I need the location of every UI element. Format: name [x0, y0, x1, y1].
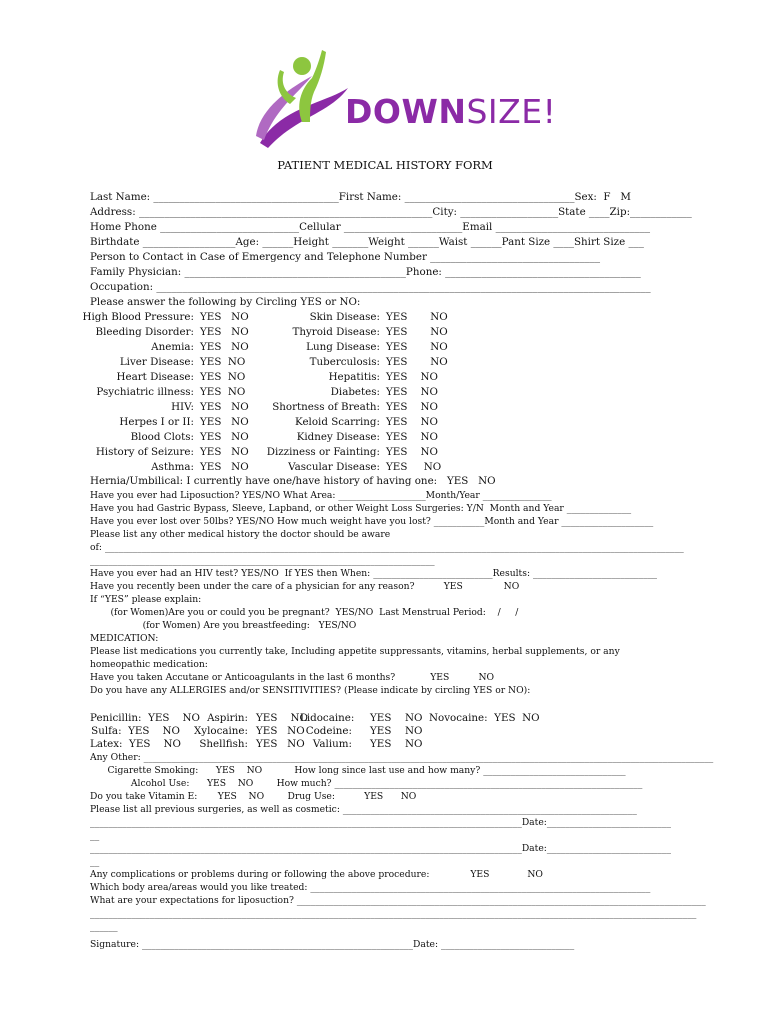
- occupation-line[interactable]: Occupation: ________________________________________________________________________________________________: [90, 281, 651, 293]
- condition-yes-no[interactable]: YES NO: [386, 416, 438, 428]
- logo-down: DOWN: [345, 92, 467, 131]
- logo-figure-icon: [250, 48, 350, 152]
- condition-label: Anemia:: [151, 341, 194, 353]
- medication-instructions-2: homeopathic medication:: [90, 659, 208, 670]
- condition-yes-no[interactable]: YES NO: [200, 431, 249, 443]
- condition-label: Dizziness or Fainting:: [266, 446, 380, 458]
- condition-label: Blood Clots:: [130, 431, 194, 443]
- condition-yes-no[interactable]: YES NO: [200, 341, 249, 353]
- name-sex-line[interactable]: Last Name: ____________________________________First Name: _________________________________Sex: F M: [90, 191, 631, 203]
- expectations-line-2[interactable]: ____________________________________________________________________________________________________________________________________: [90, 908, 697, 919]
- birthdate-measurements-line[interactable]: Birthdate __________________Age: ______Height _______Weight ______Waist ______Pant Size ____Shirt Size ___: [90, 236, 644, 248]
- condition-yes-no[interactable]: YES NO: [386, 386, 438, 398]
- condition-label: Shortness of Breath:: [272, 401, 380, 413]
- allergy-item[interactable]: Xylocaine:: [193, 725, 248, 737]
- condition-label: Bleeding Disorder:: [95, 326, 194, 338]
- surgery-line-2[interactable]: ______________________________________________________________________________________________Date:___________________________: [90, 843, 671, 854]
- other-history-field[interactable]: of: ______________________________________________________________________________________________________________________________: [90, 542, 684, 553]
- condition-yes-no[interactable]: YES NO: [200, 326, 249, 338]
- condition-label: Skin Disease:: [309, 311, 380, 323]
- medication-heading: MEDICATION:: [90, 633, 159, 644]
- allergy-item[interactable]: Valium:: [312, 738, 352, 750]
- condition-yes-no[interactable]: YES NO: [200, 371, 246, 383]
- condition-yes-no[interactable]: YES NO: [200, 311, 249, 323]
- other-history-field-2[interactable]: ___________________________________________________________________________: [90, 555, 435, 566]
- condition-yes-no[interactable]: YES NO: [386, 401, 438, 413]
- hiv-test-line[interactable]: Have you ever had an HIV test? YES/NO If YES then When: __________________________Results: ___________________________: [90, 568, 658, 579]
- condition-yes-no[interactable]: YES NO: [200, 386, 246, 398]
- breastfeeding-line[interactable]: (for Women) Are you breastfeeding: YES/NO: [90, 620, 357, 631]
- surgery-line-1-cont[interactable]: __: [90, 830, 100, 841]
- allergy-yes-no[interactable]: YES: [370, 712, 392, 724]
- condition-yes-no[interactable]: YES NO: [386, 311, 448, 323]
- condition-label: Psychiatric illness:: [96, 386, 194, 398]
- allergy-item[interactable]: Penicillin: YES NO: [90, 712, 200, 724]
- condition-label: Keloid Scarring:: [295, 416, 380, 428]
- form-title: PATIENT MEDICAL HISTORY FORM: [277, 158, 493, 172]
- condition-yes-no[interactable]: YES NO: [200, 446, 249, 458]
- condition-yes-no[interactable]: YES NO: [200, 416, 249, 428]
- circle-instructions: Please answer the following by Circling YES or NO:: [90, 296, 361, 308]
- surgeries-label[interactable]: Please list all previous surgeries, as well as cosmetic: ________________________________________________________________: [90, 804, 637, 815]
- expectations-line-3[interactable]: ______: [90, 921, 118, 932]
- accutane-line[interactable]: Have you taken Accutane or Anticoagulants in the last 6 months? YES NO: [90, 672, 495, 683]
- condition-label: Asthma:: [151, 461, 194, 473]
- condition-yes-no[interactable]: YES NO: [386, 341, 448, 353]
- allergy-item[interactable]: Codeine:: [305, 725, 352, 737]
- condition-label: Lung Disease:: [306, 341, 380, 353]
- condition-yes-no[interactable]: YES NO: [386, 461, 442, 473]
- hernia-line[interactable]: Hernia/Umbilical: I currently have one/have history of having one: YES NO: [90, 475, 496, 487]
- allergy-item[interactable]: NO Novocaine: YES NO: [405, 712, 540, 724]
- logo-wordmark: [345, 92, 556, 131]
- allergy-yes-no[interactable]: YES: [370, 738, 392, 750]
- liposuction-line[interactable]: Have you ever had Liposuction? YES/NO What Area: ___________________Month/Year _______________: [90, 490, 552, 501]
- logo-size: SIZE!: [466, 92, 557, 131]
- pregnant-line[interactable]: (for Women)Are you or could you be pregnant? YES/NO Last Menstrual Period: / /: [90, 607, 519, 618]
- gastric-line[interactable]: Have you had Gastric Bypass, Sleeve, Lapband, or other Weight Loss Surgeries: Y/N Month and Year ______________: [90, 503, 632, 514]
- condition-yes-no[interactable]: YES NO: [200, 356, 246, 368]
- vitamin-drug-line[interactable]: Do you take Vitamin E: YES NO Drug Use: YES NO: [90, 791, 417, 802]
- condition-yes-no[interactable]: YES NO: [200, 461, 249, 473]
- condition-yes-no[interactable]: YES NO: [386, 371, 438, 383]
- allergy-item[interactable]: Sulfa: YES NO: [91, 725, 180, 737]
- smoking-line[interactable]: Cigarette Smoking: YES NO How long since last use and how many? _______________________________: [90, 765, 626, 776]
- physician-care-line[interactable]: Have you recently been under the care of a physician for any reason? YES NO: [90, 581, 520, 592]
- condition-label: Tuberculosis:: [309, 356, 380, 368]
- alcohol-line[interactable]: Alcohol Use: YES NO How much? ___________________________________________________________________: [90, 778, 643, 789]
- condition-label: Diabetes:: [330, 386, 380, 398]
- condition-label: Heart Disease:: [116, 371, 194, 383]
- condition-label: HIV:: [171, 401, 194, 413]
- allergy-item[interactable]: Aspirin:: [207, 712, 248, 724]
- condition-label: High Blood Pressure:: [82, 311, 194, 323]
- condition-label: History of Seizure:: [95, 446, 194, 458]
- weight-lost-line[interactable]: Have you ever lost over 50lbs? YES/NO How much weight have you lost? ___________Month and Year ____________________: [90, 516, 654, 527]
- address-line[interactable]: Address: _________________________________________________________City: ___________________State ____Zip:____________: [90, 206, 692, 218]
- condition-label: Liver Disease:: [119, 356, 194, 368]
- condition-label: Hepatitis:: [328, 371, 380, 383]
- complications-line[interactable]: Any complications or problems during or following the above procedure: YES NO: [90, 869, 543, 880]
- allergy-item[interactable]: NO: [405, 738, 423, 750]
- signature-line[interactable]: Signature: ___________________________________________________________Date: _____________________________: [90, 939, 575, 950]
- allergy-item[interactable]: NO: [405, 725, 423, 737]
- any-other-allergy-line[interactable]: Any Other: ____________________________________________________________________________________________________________________________: [90, 752, 714, 763]
- allergy-yes-no[interactable]: YES NO: [256, 712, 308, 724]
- condition-yes-no[interactable]: YES NO: [200, 401, 249, 413]
- condition-label: Vascular Disease:: [288, 461, 380, 473]
- condition-yes-no[interactable]: YES NO: [386, 356, 448, 368]
- allergy-item[interactable]: Lidocaine:: [300, 712, 355, 724]
- condition-label: Thyroid Disease:: [292, 326, 380, 338]
- condition-yes-no[interactable]: YES NO: [386, 431, 438, 443]
- explain-label: If “YES” please explain:: [90, 594, 202, 605]
- allergy-yes-no[interactable]: YES NO: [256, 725, 305, 737]
- other-history-label: Please list any other medical history the doctor should be aware: [90, 529, 391, 540]
- allergy-item[interactable]: Shellfish:: [199, 738, 248, 750]
- condition-label: Herpes I or II:: [119, 416, 194, 428]
- surgery-line-1[interactable]: ______________________________________________________________________________________________Date:___________________________: [90, 817, 671, 828]
- downsize-logo: [250, 48, 560, 152]
- allergy-yes-no[interactable]: YES NO: [256, 738, 305, 750]
- physician-line[interactable]: Family Physician: ___________________________________________Phone: ______________________________________: [90, 266, 641, 278]
- allergy-yes-no[interactable]: YES: [370, 725, 392, 737]
- condition-label: Kidney Disease:: [296, 431, 380, 443]
- allergies-label: Do you have any ALLERGIES and/or SENSITIVITIES? (Please indicate by circling YES or NO):: [90, 685, 531, 696]
- phone-email-line[interactable]: Home Phone ___________________________Cellular _______________________Email ______________________________: [90, 221, 651, 233]
- condition-yes-no[interactable]: YES NO: [386, 326, 448, 338]
- allergy-item[interactable]: Latex: YES NO: [90, 738, 181, 750]
- expectations-line[interactable]: What are your expectations for liposuction? _________________________________________________________________________________________: [90, 895, 706, 906]
- surgery-line-2-cont[interactable]: __: [90, 856, 100, 867]
- emergency-contact-line[interactable]: Person to Contact in Case of Emergency and Telephone Number _________________________________: [90, 251, 601, 263]
- condition-yes-no[interactable]: YES NO: [386, 446, 438, 458]
- medication-instructions-1: Please list medications you currently take, Including appetite suppressants, vitamins, herbal supplements, or any: [90, 646, 620, 657]
- body-area-line[interactable]: Which body area/areas would you like treated: __________________________________________________________________________: [90, 882, 651, 893]
